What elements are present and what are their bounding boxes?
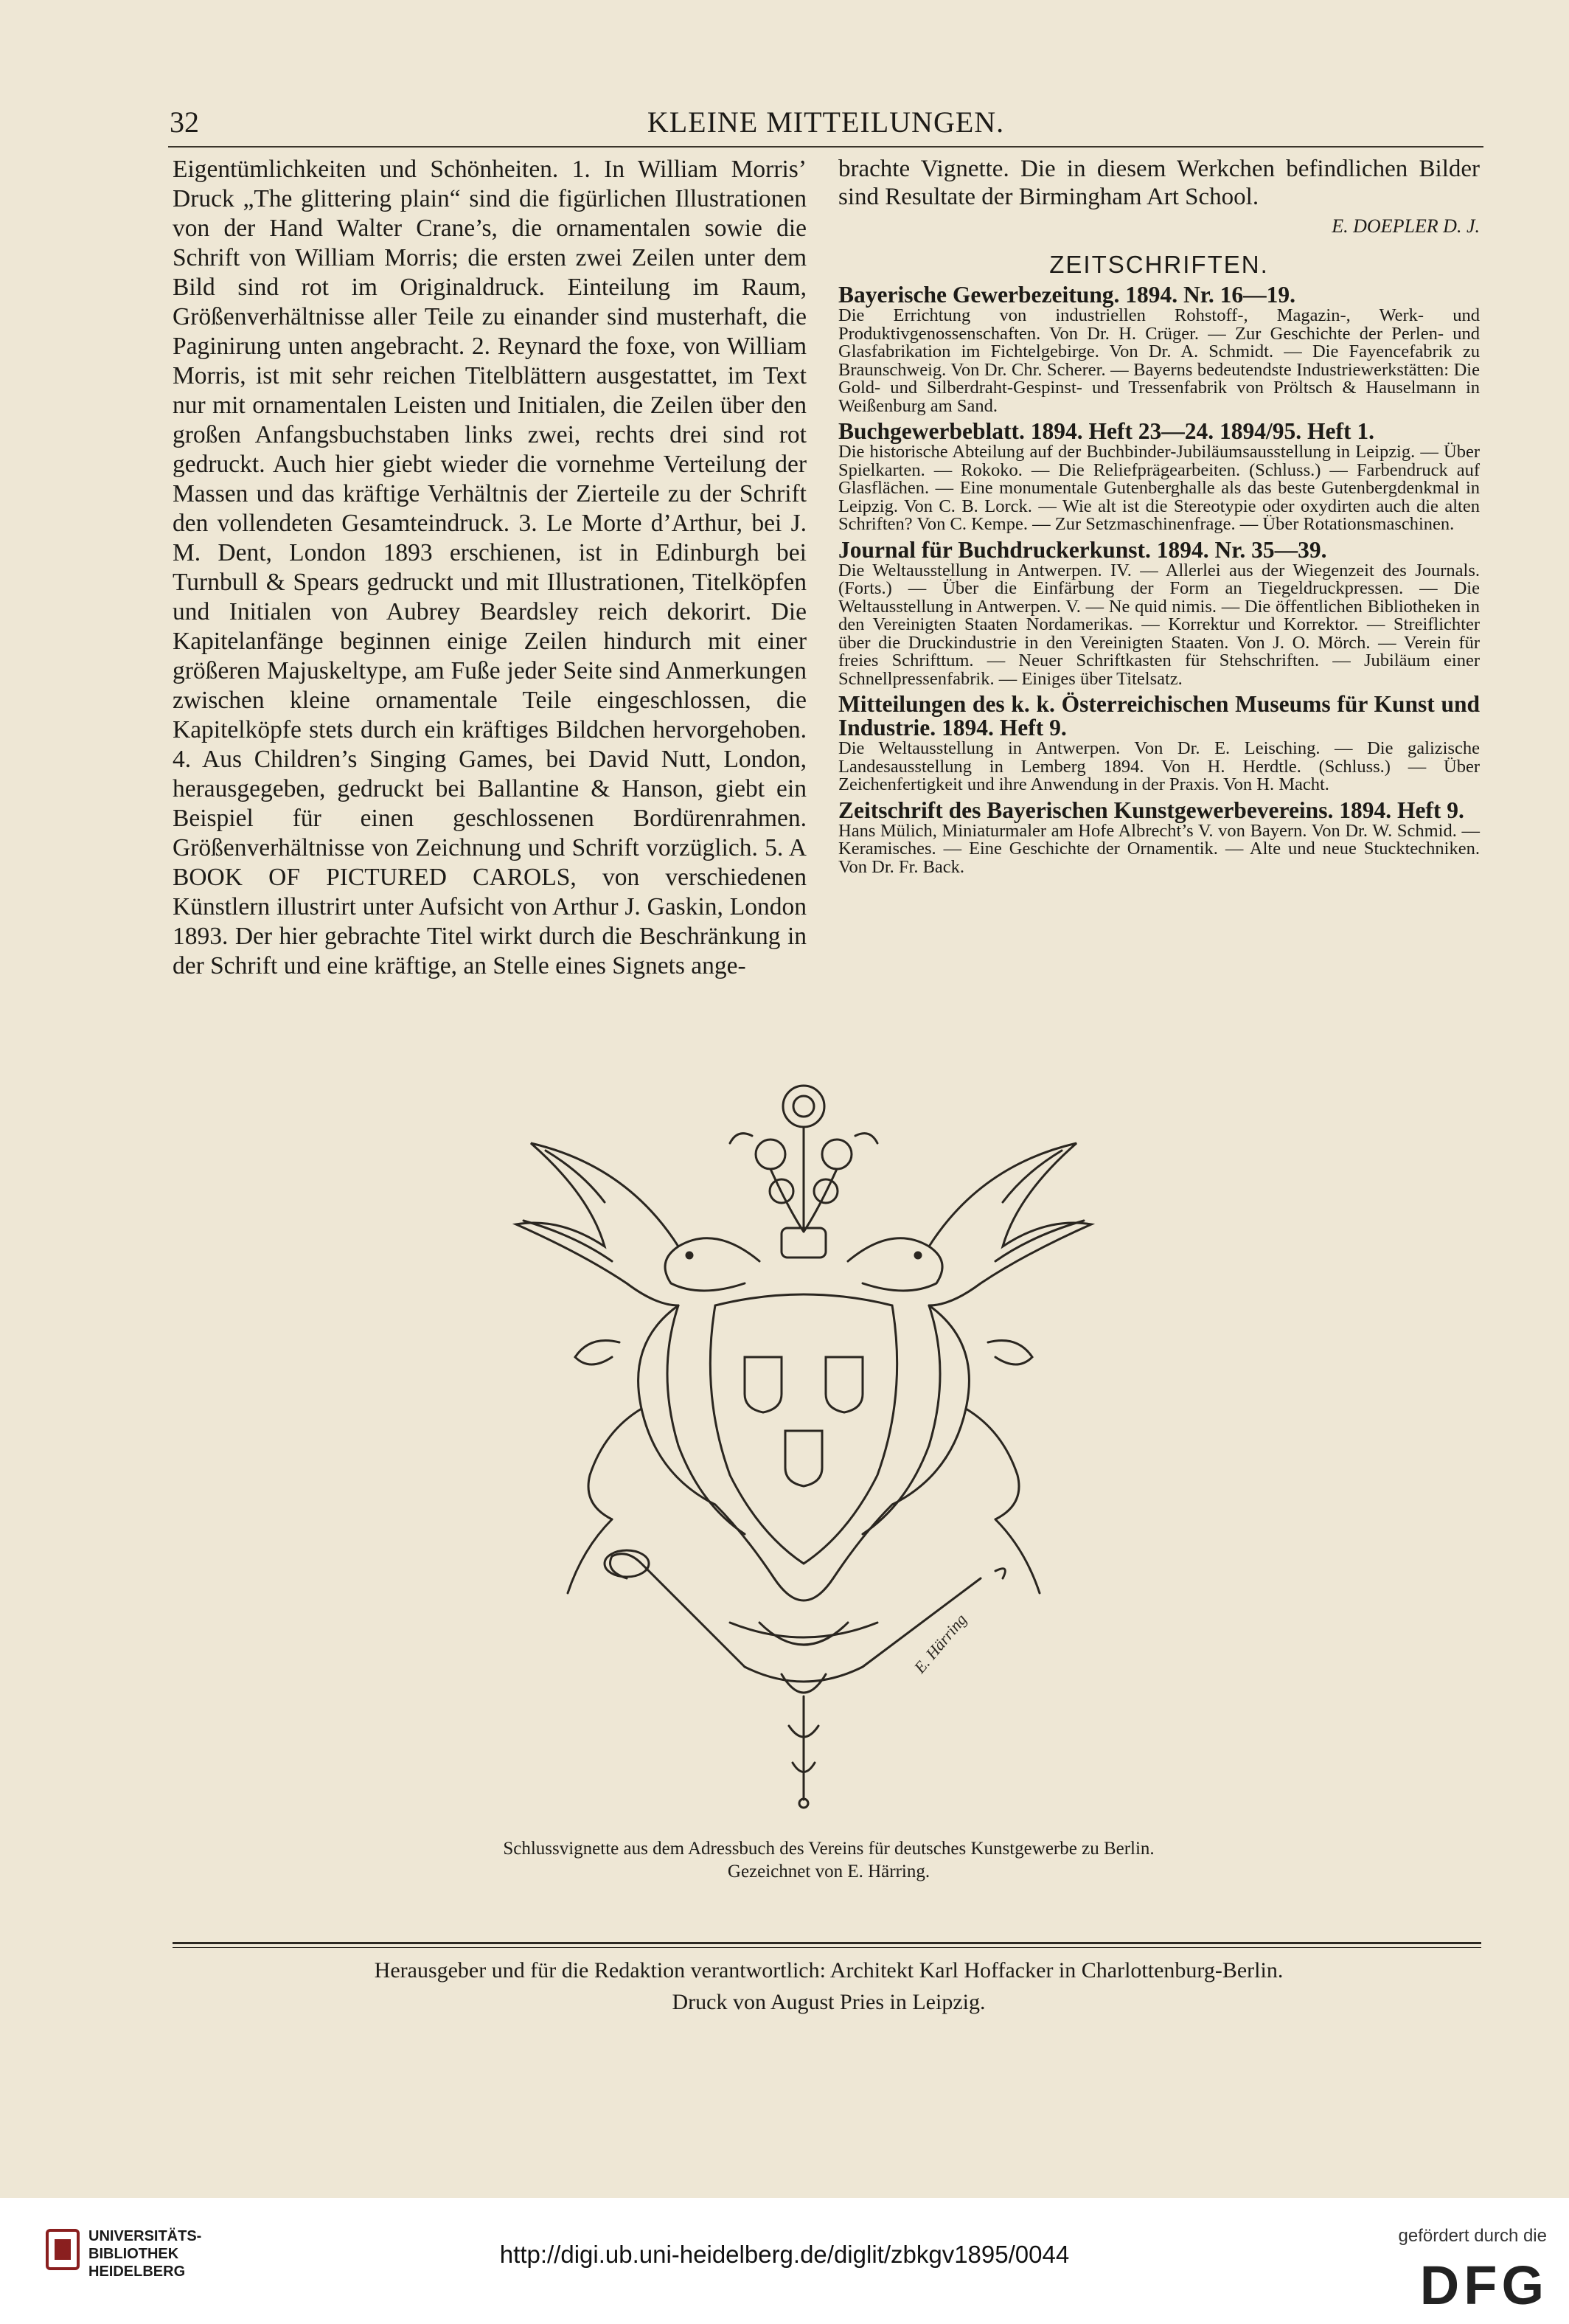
imprint-printer: Druck von August Pries in Leipzig. (672, 1990, 986, 2014)
dfg-logo[interactable]: DFG (1419, 2255, 1548, 2316)
right-bird-icon (848, 1143, 1091, 1305)
left-column-text: Eigentümlichkeiten und Schönheiten. 1. In William Morris’ Druck „The glittering plain“ sind die figürlichen Illustrationen von der Hand Walter Crane’s, die ornamentalen sowie die Schrift von William Morris; die ersten zwei Zeilen unter dem Bild sind rot im Originaldruck. Einteilung im Raum, Größenverhältnisse aller Teile zu einander sind musterhaft, die Paginirung unten angebracht. 2. Reynard the foxe, von William Morris, ist mit sehr reichen Titelblättern ausgestattet, im Text nur mit ornamentalen Leisten und Initialen, die Zeilen über den großen Anfangsbuchstaben links zwei, rechts drei sind rot gedruckt. Auch hier giebt wieder die vornehme Verteilung der Massen und das kräftige Verhältnis der Zierteile zu der Schrift den vollendeten Gesamteindruck. 3. Le Morte d’Arthur, bei J. M. Dent, London 1893 erschienen, ist in Edinburgh bei Turnbull & Spears gedruckt und mit Illustrationen, Titelköpfen und Initialen von Aubrey Beardsley reich dekorirt. Die Kapitelanfänge beginnen einige Zeilen hindurch mit einer größeren Majuskeltype, am Fuße jeder Seite sind Anmerkungen zwischen kleine ornamentale Teile eingeschlossen, die Kapitelköpfe stets durch ein kräftiges Bildchen hervorgehoben. 4. Aus Children’s Singing Games, bei David Nutt, London, herausgegeben, gedruckt bei Ballantine & Hanson, giebt ein Beispiel für einen geschlossenen Bordürenrahmen. Größenverhältnisse von Zeichnung und Schrift vorzüglich. 5. A BOOK OF PICTURED CAROLS, von verschiedenen Künstlern illustrirt unter Aufsicht von Arthur J. Gaskin, London 1893. Der hier gebrachte Titel wirkt durch die Beschränkung in der Schrift und eine kräftige, an Stelle eines Signets ange- (173, 156, 807, 979)
entry-contents: Die historische Abteilung auf der Buchbinder-Jubiläumsausstellung in Leipzig. — Über Spielkarten. — Rokoko. — Die Reliefprägearbeiten. (Schluss.) — Farbendruck auf Glasflächen. — Eine monumentale Gutenberghalle als das beste Gutenbergdenkmal in Leipzig. Von C. B. Lorck. — Wie alt ist die Stereotypie oder oxydirten auch die alten Schriften? Von C. Kempe. — Zur Setzmaschinenfrage. — Über Rotationsmaschinen. (838, 442, 1480, 534)
library-name: UNIVERSITÄTS- BIBLIOTHEK HEIDELBERG (88, 2228, 202, 2280)
right-column (838, 155, 1480, 876)
entry-contents: Hans Mülich, Miniaturmaler am Hofe Albrecht’s V. von Bayern. Von Dr. W. Schmid. — Keramisches. — Eine Geschichte der Ornamentik. — Alte und neue Stucktechniken. Von Dr. Fr. Back. (838, 820, 1480, 877)
entry-title: Zeitschrift des Bayerischen Kunstgewerbevereins. 1894. Heft 9. (838, 797, 1464, 823)
sponsor-note: gefördert durch die (1398, 2226, 1547, 2246)
imprint-rule-thin (173, 1947, 1481, 1948)
ornamental-vignette (435, 1062, 1172, 1822)
permalink-url[interactable]: http://digi.ub.uni-heidelberg.de/diglit/zbkgv1895/0044 (499, 2241, 1070, 2268)
page-number: 32 (170, 105, 199, 139)
entry-contents: Die Weltausstellung in Antwerpen. IV. — Allerlei aus der Wiegenzeit des Journals. (Forts.) — Über die Einfärbung der Form an Tiegeldruckpressen. — Die Weltausstellung in Antwerpen. V. — Ne quid nimis. — Die öffentlichen Bibliotheken in den Vereinigten Staaten Nordamerikas. — Korrektur und Korrektor. — Streiflichter über die Druckindustrie in den Vereinigten Staaten. Von J. O. Mörch. — Verein für freies Schrifttum. — Neuer Schriftkasten für Stehschriften. — Jubiläum einer Schnellpressenfabrik. — Einiges über Titelsatz. (838, 560, 1480, 689)
coat-of-arms-illustration (435, 1062, 1172, 1822)
page-header (170, 105, 1482, 142)
periodical-entry (838, 420, 1480, 534)
left-column (173, 155, 807, 981)
entry-title: Buchgewerbeblatt. 1894. Heft 23—24. 1894/95. Heft 1. (838, 418, 1375, 444)
pendant-ornament (759, 1578, 848, 1808)
left-bird-icon (516, 1143, 759, 1305)
shield-icon (710, 1294, 897, 1564)
scrollwork-frame (568, 1305, 1040, 1593)
periodical-entry (838, 283, 1480, 415)
periodical-entry (838, 799, 1480, 877)
artist-signature: E. Härring (910, 1610, 970, 1677)
imprint-editor: Herausgeber und für die Redaktion verantwortlich: Architekt Karl Hoffacker in Charlottenburg-Berlin. (374, 1958, 1284, 1983)
periodical-entry (838, 538, 1480, 689)
entry-title: Mitteilungen des k. k. Österreichischen Museums für Kunst und Industrie. 1894. Heft 9. (838, 691, 1480, 740)
periodical-entry (838, 693, 1480, 794)
vignette-caption: Schlussvignette aus dem Adressbuch des Vereins für deutsches Kunstgewerbe zu Berlin. (503, 1839, 1155, 1859)
header-rule (168, 146, 1483, 148)
viewer-footer (0, 2198, 1569, 2324)
entry-title: Bayerische Gewerbezeitung. 1894. Nr. 16—19. (838, 282, 1295, 308)
author-signature: E. DOEPLER D. J. (1332, 215, 1480, 237)
entry-contents: Die Weltausstellung in Antwerpen. Von Dr. E. Leisching. — Die galizische Landesausstellung in Lemberg 1894. Von H. Herdtle. (Schluss.) — Über Zeichenfertigkeit und ihre Anwendung in der Praxis. Von H. Macht. (838, 738, 1480, 794)
running-title: KLEINE MITTEILUNGEN. (647, 105, 1005, 139)
rose-bouquet-icon (730, 1086, 877, 1258)
entry-title: Journal für Buchdruckerkunst. 1894. Nr. 35—39. (838, 536, 1327, 563)
continuation-text: brachte Vignette. Die in diesem Werkchen befindlichen Bilder sind Resultate der Birmingham Art School. (838, 156, 1480, 210)
vignette-credit: Gezeichnet von E. Härring. (727, 1862, 930, 1881)
imprint-rule (173, 1942, 1481, 1944)
entry-contents: Die Errichtung von industriellen Rohstoff-, Magazin-, Werk- und Produktivgenossenschaften. Von Dr. H. Crüger. — Zur Geschichte der Perlen- und Glasfabrikation im Fichtelgebirge. Von Dr. A. Schmidt. — Die Fayencefabrik zu Braunschweig. Von Dr. Chr. Scherer. — Bayerns bedeutendste Industriewerkstätten: Die Gold- und Silberdraht-Gespinst- und Tressenfabrik von Pröltsch & Hauselmann in Weißenburg am Sand. (838, 305, 1480, 416)
section-title: ZEITSCHRIFTEN. (1049, 251, 1269, 278)
artist-tools-icon (605, 1550, 1005, 1682)
